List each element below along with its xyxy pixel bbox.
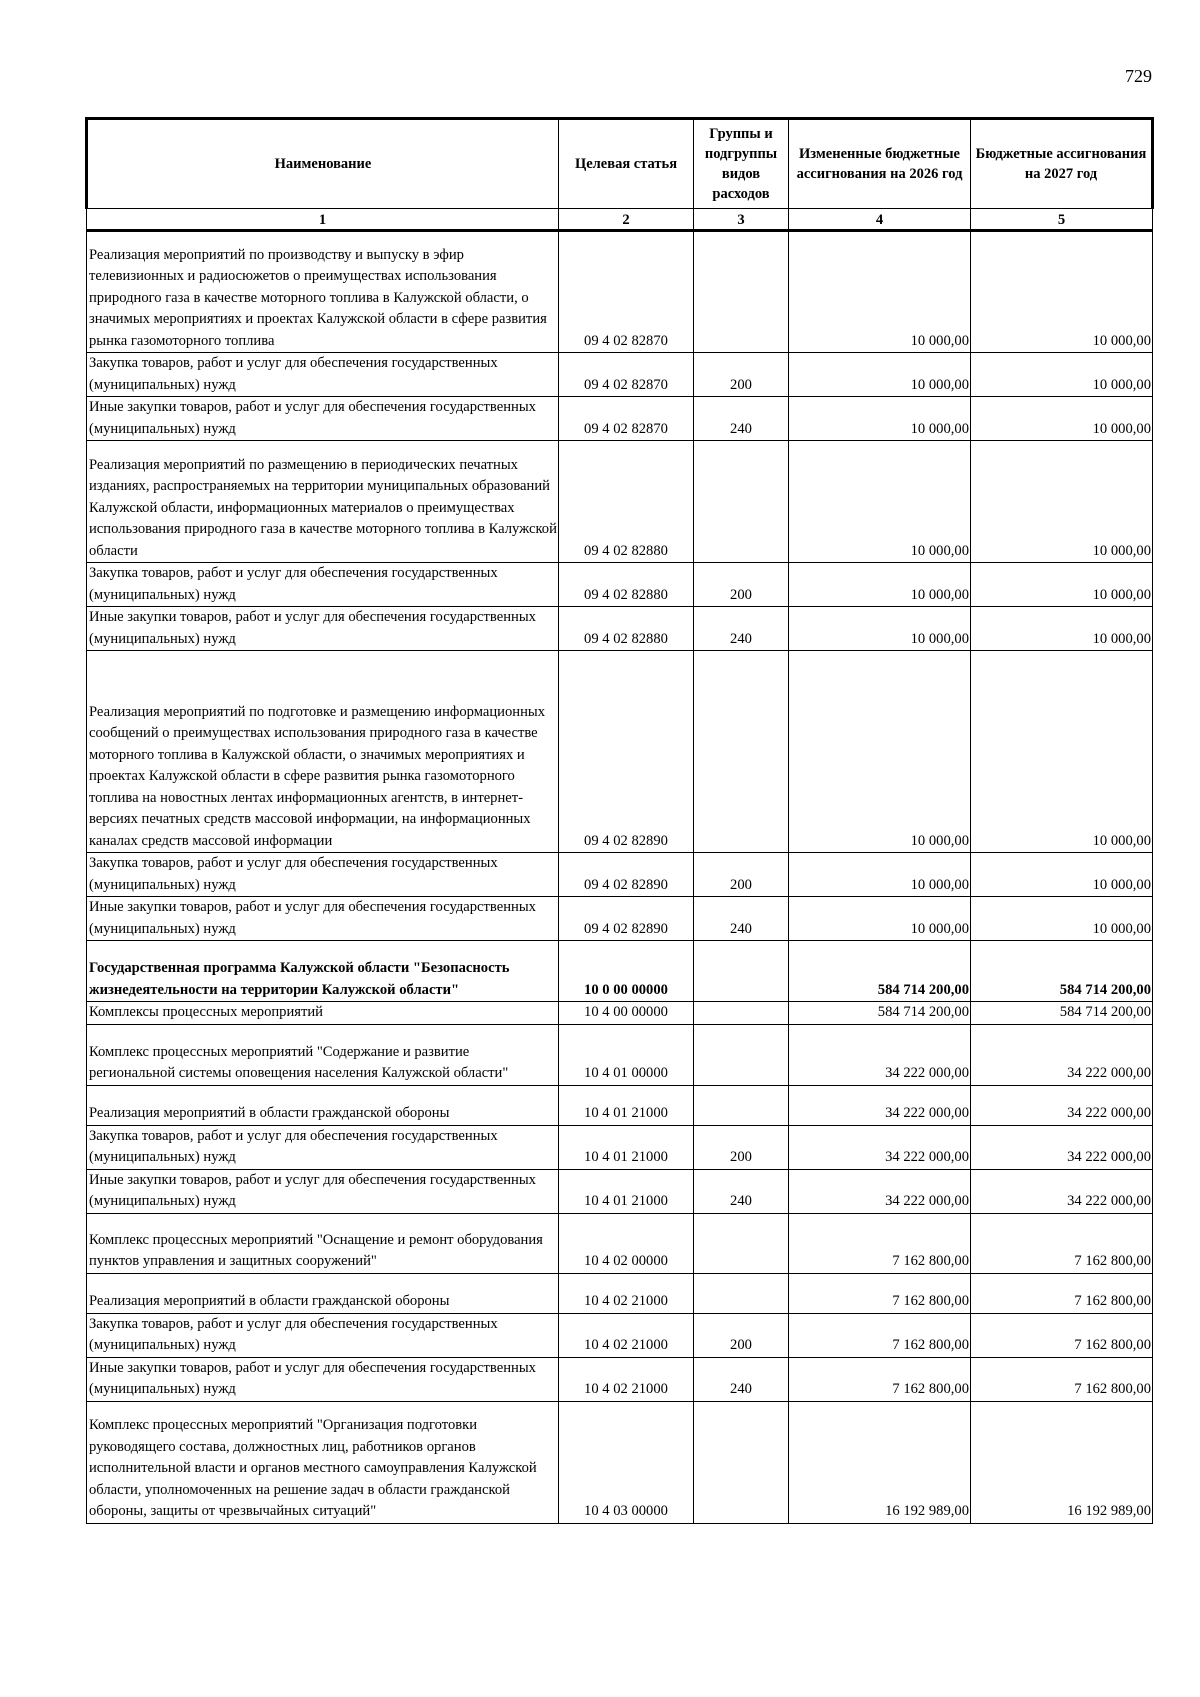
header-target-article: Целевая статья <box>559 119 694 209</box>
row-amount-2026: 34 222 000,00 <box>789 1024 971 1085</box>
row-target-code: 09 4 02 82870 <box>559 353 694 397</box>
row-amount-2026: 10 000,00 <box>789 897 971 941</box>
row-expense-group <box>694 1213 789 1273</box>
budget-table <box>85 117 1154 1524</box>
row-amount-2027: 10 000,00 <box>971 651 1153 853</box>
row-name: Государственная программа Калужской области "Безопасность жизнедеятельности на территории Калужской области" <box>87 941 559 1002</box>
row-expense-group <box>694 1085 789 1125</box>
column-number: 3 <box>694 209 789 231</box>
row-expense-group <box>694 941 789 1002</box>
row-name: Комплекс процессных мероприятий "Оснащение и ремонт оборудования пунктов управления и защитных сооружений" <box>87 1213 559 1273</box>
row-name: Реализация мероприятий в области гражданской обороны <box>87 1273 559 1313</box>
row-target-code: 10 4 01 21000 <box>559 1085 694 1125</box>
row-amount-2026: 10 000,00 <box>789 651 971 853</box>
table-row <box>87 1024 1153 1085</box>
table-row <box>87 1357 1153 1401</box>
row-amount-2027: 7 162 800,00 <box>971 1313 1153 1357</box>
row-name: Закупка товаров, работ и услуг для обеспечения государственных (муниципальных) нужд <box>87 1313 559 1357</box>
row-name: Реализация мероприятий по производству и выпуску в эфир телевизионных и радиосюжетов о преимуществах использования природного газа в качестве моторного топлива в Калужской области, о значимых мероприятиях и проектах Калужской области в сфере развития рынка газомоторного топлива <box>87 231 559 353</box>
row-amount-2027: 16 192 989,00 <box>971 1401 1153 1523</box>
page-number: 729 <box>1125 66 1152 86</box>
table-row <box>87 853 1153 897</box>
row-expense-group <box>694 1273 789 1313</box>
row-amount-2027: 34 222 000,00 <box>971 1169 1153 1213</box>
row-amount-2026: 34 222 000,00 <box>789 1169 971 1213</box>
column-number: 4 <box>789 209 971 231</box>
row-amount-2026: 10 000,00 <box>789 563 971 607</box>
row-amount-2026: 10 000,00 <box>789 231 971 353</box>
row-name: Иные закупки товаров, работ и услуг для обеспечения государственных (муниципальных) нужд <box>87 607 559 651</box>
row-expense-group: 240 <box>694 897 789 941</box>
row-target-code: 10 4 03 00000 <box>559 1401 694 1523</box>
row-amount-2026: 34 222 000,00 <box>789 1125 971 1169</box>
row-amount-2027: 7 162 800,00 <box>971 1273 1153 1313</box>
row-amount-2027: 10 000,00 <box>971 853 1153 897</box>
header-row <box>87 119 1153 209</box>
row-name: Закупка товаров, работ и услуг для обеспечения государственных (муниципальных) нужд <box>87 1125 559 1169</box>
row-amount-2026: 7 162 800,00 <box>789 1357 971 1401</box>
row-amount-2027: 584 714 200,00 <box>971 1002 1153 1025</box>
row-expense-group <box>694 441 789 563</box>
row-amount-2027: 7 162 800,00 <box>971 1213 1153 1273</box>
table-row <box>87 651 1153 853</box>
table-row <box>87 1002 1153 1025</box>
row-amount-2027: 34 222 000,00 <box>971 1085 1153 1125</box>
row-amount-2026: 10 000,00 <box>789 607 971 651</box>
row-amount-2027: 10 000,00 <box>971 441 1153 563</box>
row-target-code: 10 4 02 00000 <box>559 1213 694 1273</box>
table-row <box>87 1273 1153 1313</box>
row-amount-2026: 584 714 200,00 <box>789 1002 971 1025</box>
table-row <box>87 1313 1153 1357</box>
row-name: Закупка товаров, работ и услуг для обеспечения государственных (муниципальных) нужд <box>87 353 559 397</box>
row-name: Закупка товаров, работ и услуг для обеспечения государственных (муниципальных) нужд <box>87 853 559 897</box>
table-row <box>87 1169 1153 1213</box>
row-expense-group: 200 <box>694 1313 789 1357</box>
table-row <box>87 1213 1153 1273</box>
row-expense-group: 240 <box>694 1169 789 1213</box>
row-amount-2027: 10 000,00 <box>971 607 1153 651</box>
row-amount-2027: 584 714 200,00 <box>971 941 1153 1002</box>
row-expense-group: 200 <box>694 353 789 397</box>
row-expense-group <box>694 1401 789 1523</box>
row-amount-2027: 10 000,00 <box>971 231 1153 353</box>
row-expense-group: 240 <box>694 607 789 651</box>
row-name: Иные закупки товаров, работ и услуг для обеспечения государственных (муниципальных) нужд <box>87 397 559 441</box>
row-expense-group: 240 <box>694 397 789 441</box>
table-row <box>87 1401 1153 1523</box>
table-body <box>87 231 1153 1524</box>
row-target-code: 10 4 02 21000 <box>559 1357 694 1401</box>
row-target-code: 09 4 02 82880 <box>559 563 694 607</box>
row-amount-2026: 10 000,00 <box>789 353 971 397</box>
row-target-code: 10 4 01 00000 <box>559 1024 694 1085</box>
row-amount-2027: 10 000,00 <box>971 353 1153 397</box>
table-row <box>87 1125 1153 1169</box>
row-name: Реализация мероприятий по подготовке и размещению информационных сообщений о преимуществах использования природного газа в качестве моторного топлива в Калужской области, о значимых мероприятиях и проектах Калужской области в сфере развития рынка газомоторного топлива на новостных лентах информационных агентств, в интернет-версиях печатных средств массовой информации, на информационных каналах средств массовой информации <box>87 651 559 853</box>
table-row <box>87 353 1153 397</box>
row-name: Комплексы процессных мероприятий <box>87 1002 559 1025</box>
row-name: Реализация мероприятий по размещению в периодических печатных изданиях, распространяемых на территории муниципальных образований Калужской области, информационных материалов о преимуществах использования природного газа в качестве моторного топлива в Калужской области <box>87 441 559 563</box>
column-number: 2 <box>559 209 694 231</box>
column-number: 1 <box>87 209 559 231</box>
row-name: Комплекс процессных мероприятий "Содержание и развитие региональной системы оповещения населения Калужской области" <box>87 1024 559 1085</box>
row-amount-2026: 10 000,00 <box>789 441 971 563</box>
header-amount-2027: Бюджетные ассигнования на 2027 год <box>971 119 1153 209</box>
row-target-code: 10 4 02 21000 <box>559 1273 694 1313</box>
row-name: Иные закупки товаров, работ и услуг для обеспечения государственных (муниципальных) нужд <box>87 1169 559 1213</box>
row-name: Комплекс процессных мероприятий "Организация подготовки руководящего состава, должностных лиц, работников органов исполнительной власти и органов местного самоуправления Калужской области, уполномоченных на решение задач в области гражданской обороны, защиты от чрезвычайных ситуаций" <box>87 1401 559 1523</box>
row-amount-2027: 10 000,00 <box>971 397 1153 441</box>
row-amount-2026: 7 162 800,00 <box>789 1313 971 1357</box>
row-target-code: 09 4 02 82870 <box>559 231 694 353</box>
table-row <box>87 441 1153 563</box>
header-expense-groups: Группы и подгруппы видов расходов <box>694 119 789 209</box>
table-row <box>87 607 1153 651</box>
table-row <box>87 897 1153 941</box>
row-amount-2026: 16 192 989,00 <box>789 1401 971 1523</box>
table-row <box>87 563 1153 607</box>
row-target-code: 09 4 02 82870 <box>559 397 694 441</box>
row-amount-2026: 10 000,00 <box>789 397 971 441</box>
row-target-code: 09 4 02 82880 <box>559 607 694 651</box>
row-target-code: 10 0 00 00000 <box>559 941 694 1002</box>
row-amount-2027: 34 222 000,00 <box>971 1125 1153 1169</box>
table-row <box>87 1085 1153 1125</box>
row-target-code: 09 4 02 82890 <box>559 853 694 897</box>
row-name: Реализация мероприятий в области гражданской обороны <box>87 1085 559 1125</box>
row-amount-2026: 7 162 800,00 <box>789 1273 971 1313</box>
row-amount-2026: 34 222 000,00 <box>789 1085 971 1125</box>
row-name: Иные закупки товаров, работ и услуг для обеспечения государственных (муниципальных) нужд <box>87 1357 559 1401</box>
row-name: Закупка товаров, работ и услуг для обеспечения государственных (муниципальных) нужд <box>87 563 559 607</box>
row-target-code: 10 4 01 21000 <box>559 1125 694 1169</box>
row-amount-2026: 584 714 200,00 <box>789 941 971 1002</box>
table-row <box>87 397 1153 441</box>
row-amount-2026: 10 000,00 <box>789 853 971 897</box>
row-name: Иные закупки товаров, работ и услуг для обеспечения государственных (муниципальных) нужд <box>87 897 559 941</box>
row-target-code: 09 4 02 82890 <box>559 651 694 853</box>
row-amount-2027: 10 000,00 <box>971 563 1153 607</box>
row-target-code: 10 4 02 21000 <box>559 1313 694 1357</box>
row-amount-2027: 7 162 800,00 <box>971 1357 1153 1401</box>
row-target-code: 10 4 01 21000 <box>559 1169 694 1213</box>
table-row <box>87 231 1153 353</box>
row-target-code: 10 4 00 00000 <box>559 1002 694 1025</box>
row-target-code: 09 4 02 82880 <box>559 441 694 563</box>
column-number-row <box>87 209 1153 231</box>
row-expense-group <box>694 231 789 353</box>
header-name: Наименование <box>87 119 559 209</box>
row-expense-group <box>694 1024 789 1085</box>
row-target-code: 09 4 02 82890 <box>559 897 694 941</box>
row-expense-group: 200 <box>694 563 789 607</box>
row-expense-group: 200 <box>694 853 789 897</box>
row-amount-2026: 7 162 800,00 <box>789 1213 971 1273</box>
row-expense-group <box>694 651 789 853</box>
column-number: 5 <box>971 209 1153 231</box>
row-expense-group <box>694 1002 789 1025</box>
row-expense-group: 240 <box>694 1357 789 1401</box>
row-amount-2027: 10 000,00 <box>971 897 1153 941</box>
row-amount-2027: 34 222 000,00 <box>971 1024 1153 1085</box>
table-row <box>87 941 1153 1002</box>
row-expense-group: 200 <box>694 1125 789 1169</box>
header-amount-2026: Измененные бюджетные ассигнования на 2026 год <box>789 119 971 209</box>
